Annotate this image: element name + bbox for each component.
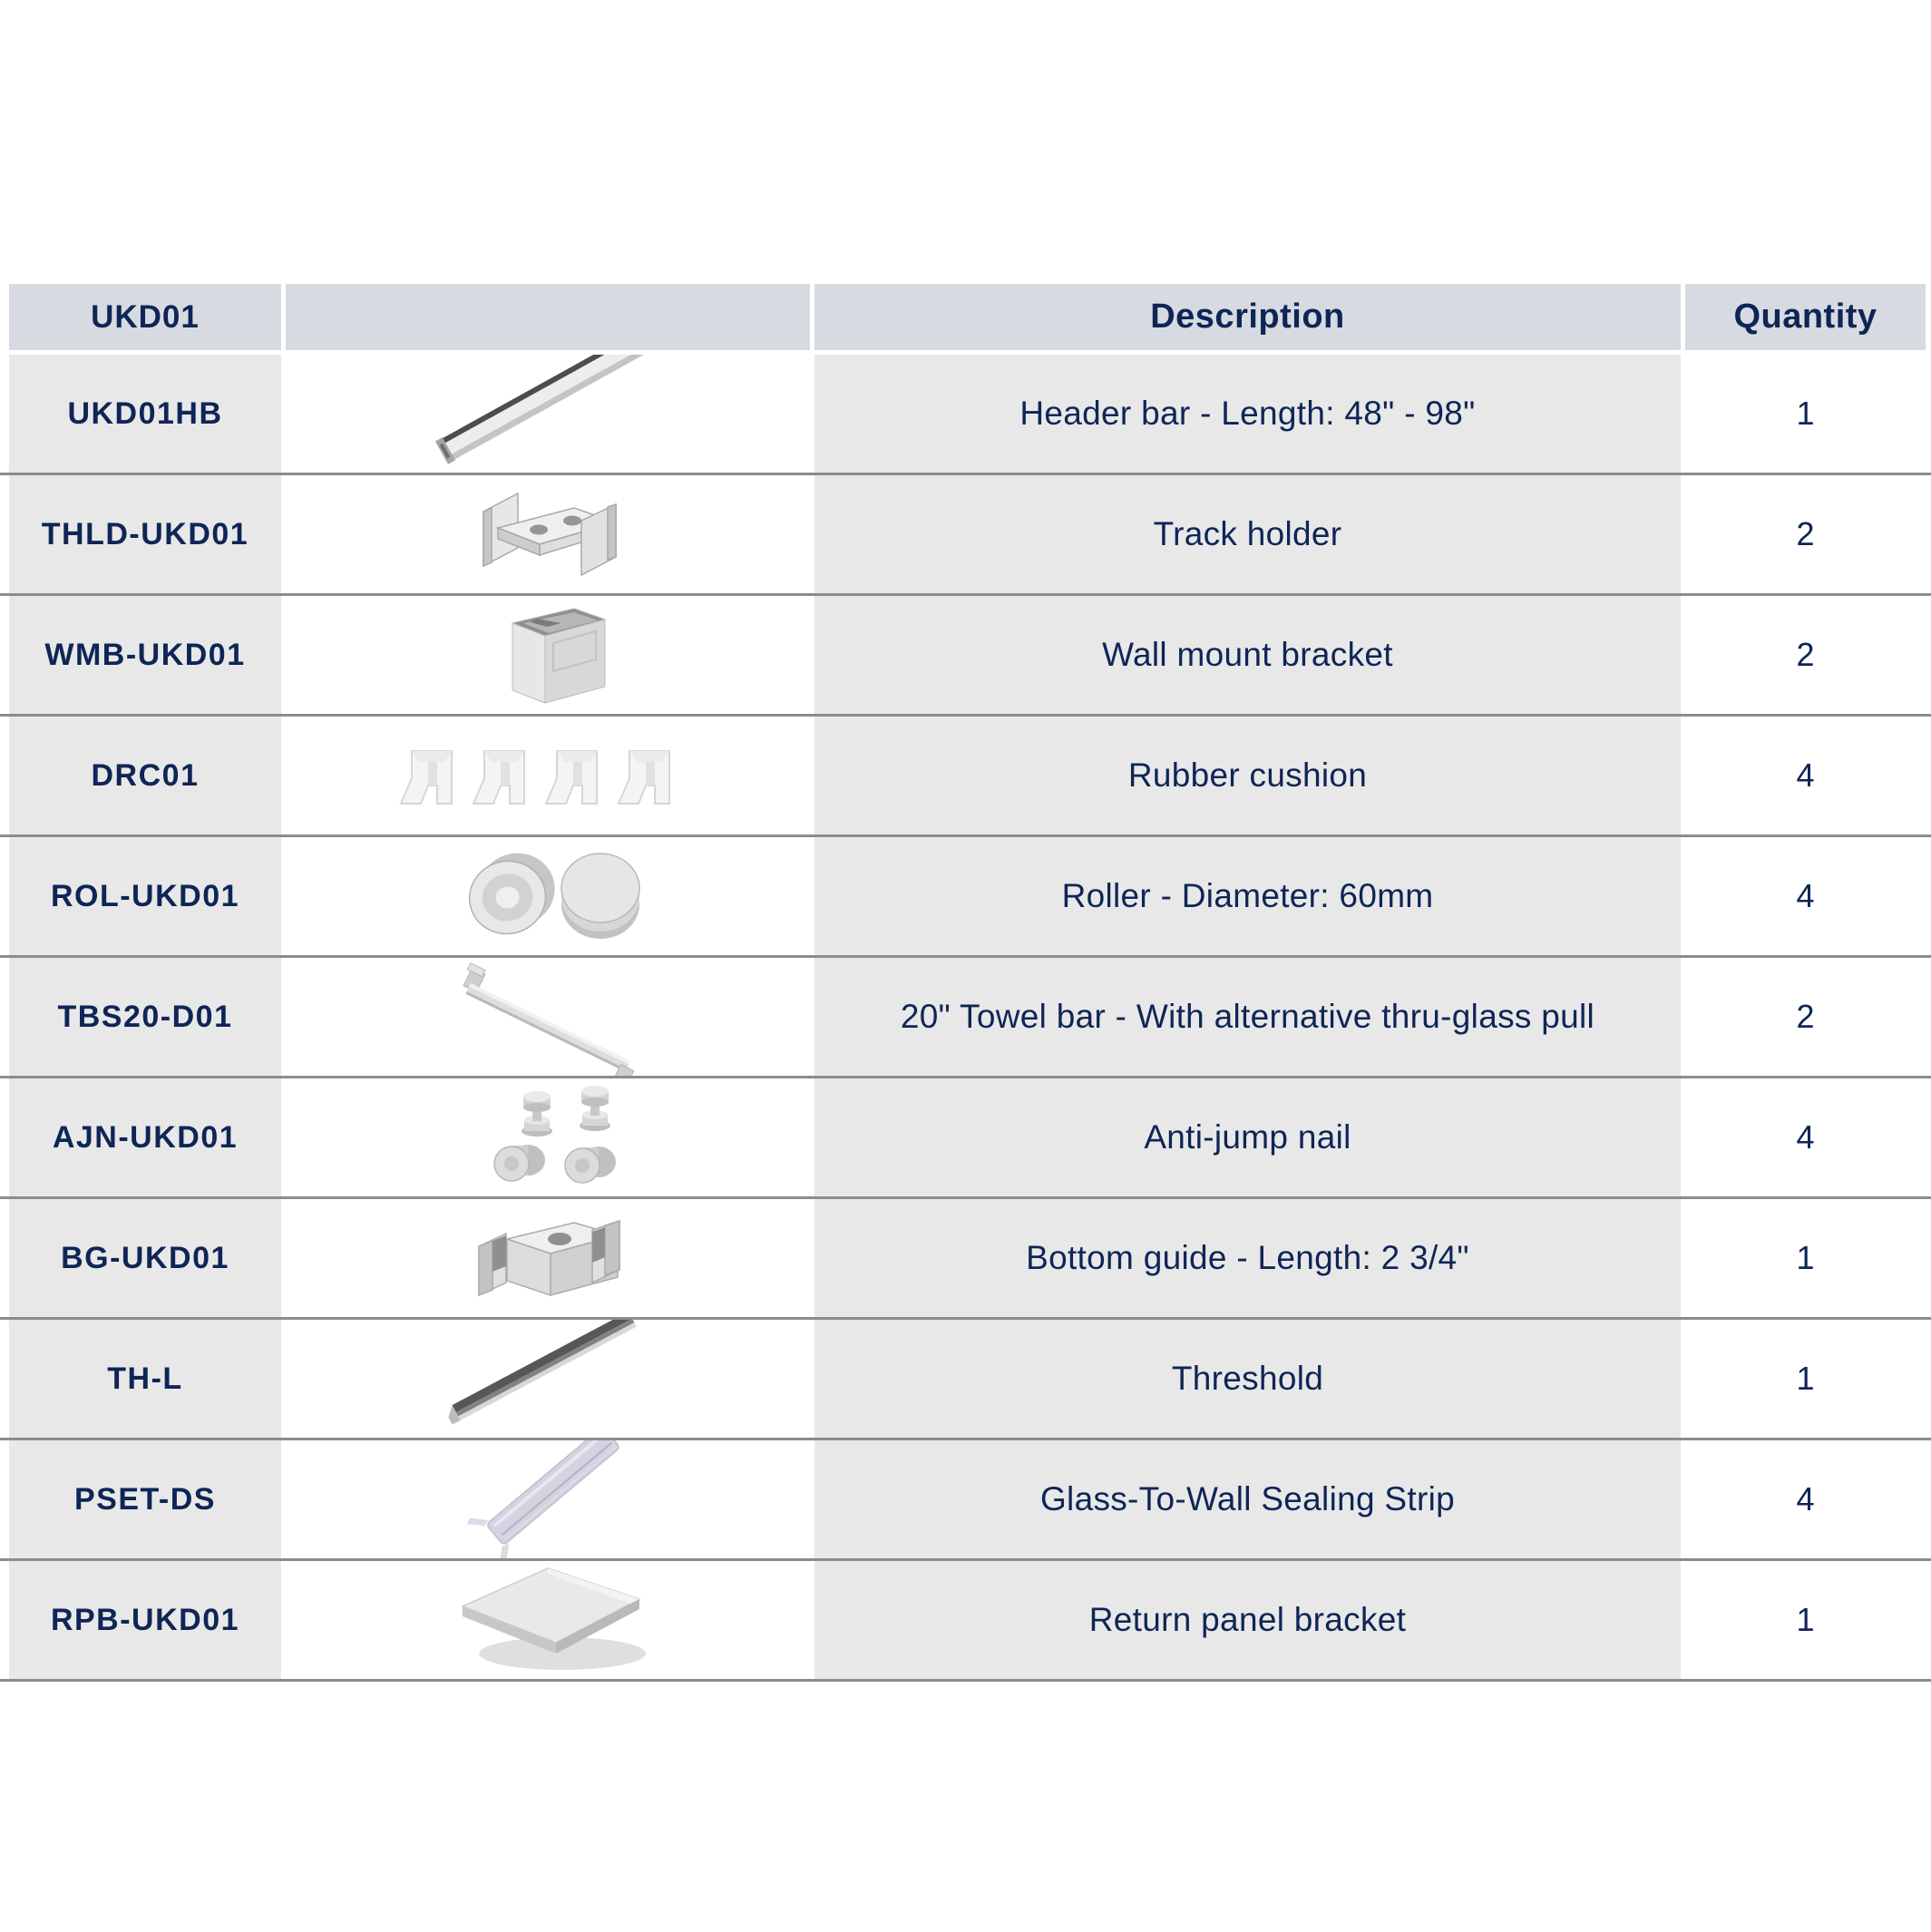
bottom-guide-product-image: [286, 1199, 810, 1317]
part-quantity-cell: 2: [1685, 475, 1926, 593]
part-quantity-cell: 4: [1685, 717, 1926, 834]
part-quantity-cell: 4: [1685, 837, 1926, 955]
table-row: [0, 1078, 1931, 1199]
anti-jump-nail-product-image: [286, 1078, 810, 1196]
header-bar-product-image: [286, 355, 810, 473]
towel-bar-product-image: [286, 958, 810, 1076]
part-code-cell: ROL-UKD01: [9, 837, 281, 955]
table-row: [0, 717, 1931, 837]
part-image-cell: [286, 717, 810, 834]
part-quantity-cell: 1: [1685, 1320, 1926, 1438]
part-description-cell: Roller - Diameter: 60mm: [814, 837, 1681, 955]
part-image-cell: [286, 355, 810, 473]
roller-product-image: [286, 837, 810, 955]
part-description-cell: Threshold: [814, 1320, 1681, 1438]
wall-mount-bracket-product-image: [286, 596, 810, 714]
part-description-cell: Glass-To-Wall Sealing Strip: [814, 1440, 1681, 1558]
part-quantity-cell: 4: [1685, 1440, 1926, 1558]
part-code-cell: AJN-UKD01: [9, 1078, 281, 1196]
part-code-cell: THLD-UKD01: [9, 475, 281, 593]
part-code-cell: WMB-UKD01: [9, 596, 281, 714]
part-description-cell: Anti-jump nail: [814, 1078, 1681, 1196]
threshold-product-image: [286, 1320, 810, 1438]
part-image-cell: [286, 837, 810, 955]
header-kit-code: UKD01: [9, 284, 281, 350]
sealing-strip-product-image: [286, 1440, 810, 1558]
part-code-cell: UKD01HB: [9, 355, 281, 473]
table-row: [0, 1320, 1931, 1440]
part-image-cell: [286, 1199, 810, 1317]
part-code-cell: TH-L: [9, 1320, 281, 1438]
part-image-cell: [286, 1440, 810, 1558]
header-image-column: [286, 284, 810, 350]
part-image-cell: [286, 958, 810, 1076]
part-quantity-cell: 1: [1685, 355, 1926, 473]
part-image-cell: [286, 1561, 810, 1679]
part-image-cell: [286, 596, 810, 714]
part-image-cell: [286, 1078, 810, 1196]
part-image-cell: [286, 1320, 810, 1438]
rubber-cushion-product-image: [286, 717, 810, 834]
part-code-cell: PSET-DS: [9, 1440, 281, 1558]
return-panel-bracket-product-image: [286, 1561, 810, 1679]
table-row: [0, 1561, 1931, 1682]
part-description-cell: Track holder: [814, 475, 1681, 593]
part-code-cell: BG-UKD01: [9, 1199, 281, 1317]
table-row: [0, 355, 1931, 475]
part-quantity-cell: 2: [1685, 958, 1926, 1076]
parts-table: [0, 284, 1931, 1682]
part-description-cell: Header bar - Length: 48" - 98": [814, 355, 1681, 473]
part-code-cell: TBS20-D01: [9, 958, 281, 1076]
part-code-cell: RPB-UKD01: [9, 1561, 281, 1679]
header-description: Description: [814, 284, 1681, 350]
part-image-cell: [286, 475, 810, 593]
part-quantity-cell: 1: [1685, 1561, 1926, 1679]
part-quantity-cell: 2: [1685, 596, 1926, 714]
header-quantity: Quantity: [1685, 284, 1926, 350]
track-holder-product-image: [286, 475, 810, 593]
part-quantity-cell: 1: [1685, 1199, 1926, 1317]
table-row: [0, 958, 1931, 1078]
table-row: [0, 596, 1931, 717]
table-row: [0, 1199, 1931, 1320]
table-row: [0, 1440, 1931, 1561]
part-code-cell: DRC01: [9, 717, 281, 834]
part-quantity-cell: 4: [1685, 1078, 1926, 1196]
table-row: [0, 837, 1931, 958]
part-description-cell: Rubber cushion: [814, 717, 1681, 834]
part-description-cell: 20" Towel bar - With alternative thru-glass pull: [814, 958, 1681, 1076]
part-description-cell: Return panel bracket: [814, 1561, 1681, 1679]
part-description-cell: Bottom guide - Length: 2 3/4": [814, 1199, 1681, 1317]
part-description-cell: Wall mount bracket: [814, 596, 1681, 714]
table-row: [0, 475, 1931, 596]
table-header-row: [0, 284, 1931, 350]
